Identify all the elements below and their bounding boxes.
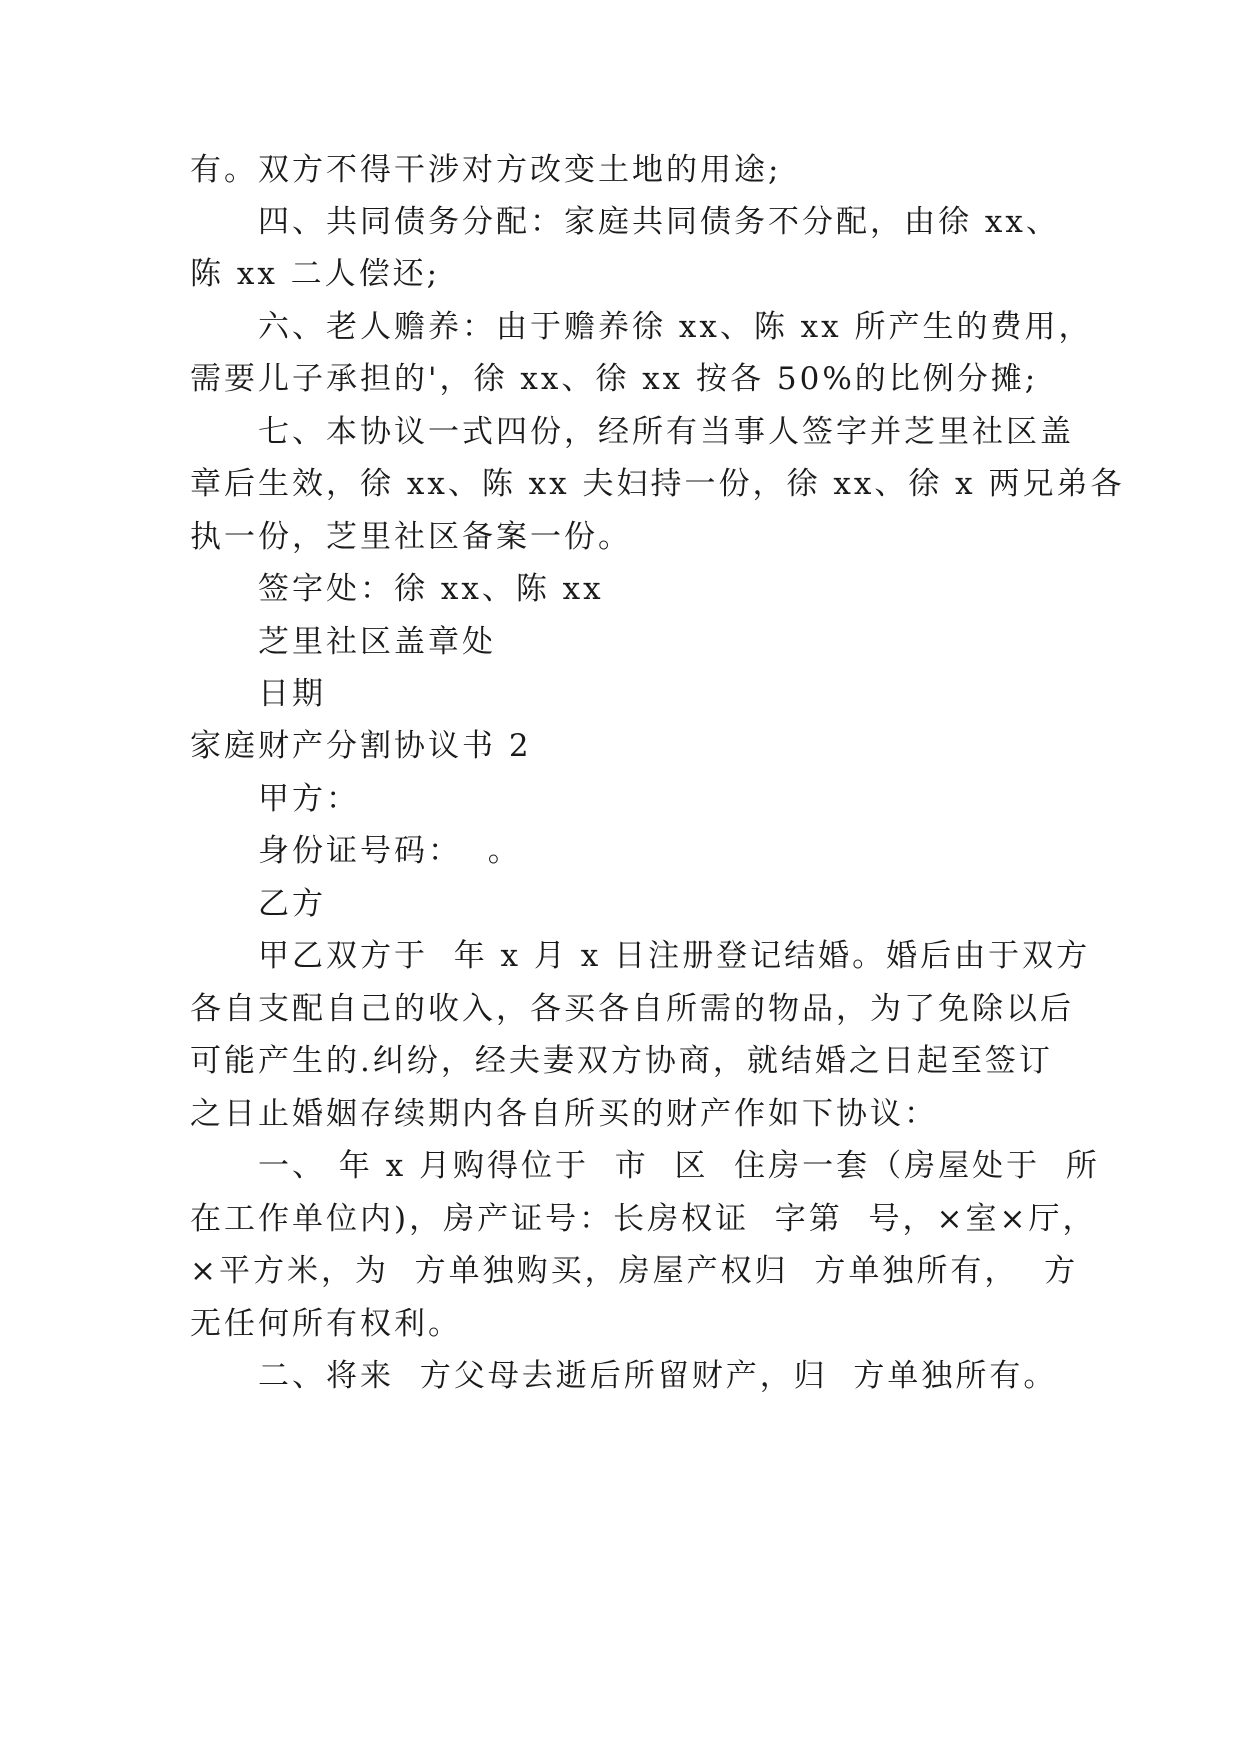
party-b-line: 乙方 [258,886,326,922]
stamp-line: 芝里社区盖章处 [258,624,496,660]
paragraph-line: 执一份，芝里社区备案一份。 [190,519,632,555]
signature-line: 签字处：徐 xx、陈 xx [258,571,604,607]
paragraph-line: 各自支配自己的收入，各买各自所需的物品，为了免除以后 [190,991,1074,1027]
paragraph-line: 之日止婚姻存续期内各自所买的财产作如下协议： [190,1096,938,1132]
paragraph-line: 有。双方不得干涉对方改变土地的用途; [190,152,782,188]
paragraph-line: 七、本协议一式四份，经所有当事人签字并芝里社区盖 [258,414,1074,450]
date-line: 日期 [258,676,326,712]
paragraph-line: 六、老人赡养：由于赡养徐 xx、陈 xx 所产生的费用， [258,309,1093,345]
paragraph-line: 章后生效，徐 xx、陈 xx 夫妇持一份，徐 xx、徐 x 两兄弟各 [190,466,1125,502]
paragraph-line: 在工作单位内)，房产证号：长房权证 字第 号，×室×厅， [190,1201,1097,1237]
paragraph-line: ×平方米，为 方单独购买，房屋产权归 方单独所有， 方 [190,1253,1079,1289]
paragraph-line: 甲乙双方于 年 x 月 x 日注册登记结婚。婚后由于双方 [258,938,1091,974]
paragraph-line: 需要儿子承担的'，徐 xx、徐 xx 按各 50%的比例分摊; [190,361,1039,397]
id-number-line: 身份证号码： 。 [258,833,522,869]
paragraph-line: 二、将来 方父母去逝后所留财产，归 方单独所有。 [258,1358,1058,1394]
paragraph-line: 无任何所有权利。 [190,1306,462,1342]
party-a-line: 甲方： [258,781,360,817]
paragraph-line: 可能产生的.纠纷，经夫妻双方协商，就结婚之日起至签订 [190,1043,1053,1079]
paragraph-line: 陈 xx 二人偿还; [190,256,441,292]
paragraph-line: 四、共同债务分配：家庭共同债务不分配，由徐 xx、 [258,204,1060,240]
paragraph-line: 一、 年 x 月购得位于 市 区 住房一套（房屋处于 所 [258,1148,1100,1184]
section-title: 家庭财产分割协议书 2 [190,728,532,764]
